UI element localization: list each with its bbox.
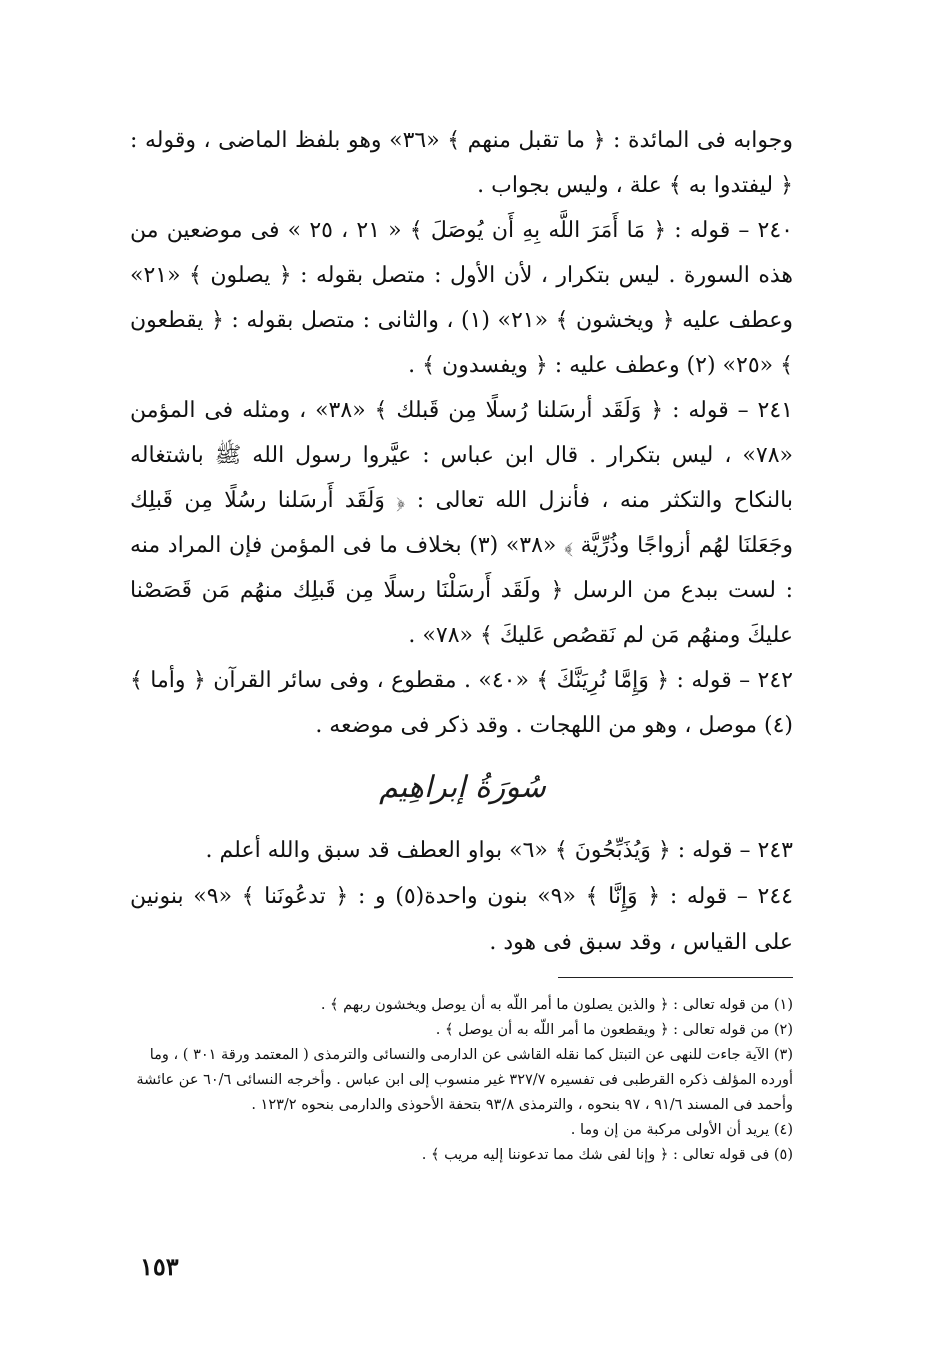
surah-title: سُورَةُ إبراهِيم: [379, 770, 546, 805]
paragraph-241: ٢٤١ – قوله : ﴿ وَلَقَد أرسَلنا رُسلًا مِن قَبلك ﴾ «٣٨» ، ومثله فى المؤمن «٧٨» ، ليس بتكرار . قال ابن عباس : عيَّروا رسول الله ﷺ باشتغاله بالنكاح والتكثر منه ، فأنزل الله تعالى : ﴿ وَلَقَد أَرسَلنا رسُلًا مِن قَبلِك وجَعَلنَا لهُم أزواجًا وذُرِّيَّة ﴾ «٣٨» (٣) بخلاف ما فى المؤمن فإن المراد منه : لست ببدع من الرسل ﴿ ولَقَد أَرسَلْنَا رسلًا مِن قَبلِك منهُم مَن قَصَصْنا عليكَ ومنهُم مَن لم نَقصُص عَليكَ ﴾ «٧٨» .: [130, 398, 793, 648]
paragraph-244: ٢٤٤ – قوله : ﴿ وَإِنَّا ﴾ «٩» بنون واحدة(٥) و : ﴿ تدعُونَنا ﴾ «٩» بنونين على القياس ، وقد سبق فى هود .: [130, 884, 793, 955]
footnote-1: (١) من قوله تعالى : ﴿ والذين يصلون ما أمر اللّه به أن يوصل ويخشون ربهم ﴾ .: [320, 997, 793, 1013]
paragraph: وجوابه فى المائدة : ﴿ ما تقبل منهم ﴾ «٣٦» وهو بلفظ الماضى ، وقوله : ﴿ ليفتدوا به ﴾ علة ، وليس بجواب .: [130, 128, 793, 198]
footnote-5: (٥) فى قوله تعالى : ﴿ وإنا لفى شك مما تدعوننا إليه مريب ﴾ .: [421, 1147, 793, 1163]
footnote-4: (٤) يريد أن الأولى مركبة من إن وما .: [570, 1122, 793, 1138]
paragraph-240: ٢٤٠ – قوله : ﴿ مَا أَمَرَ اللَّه بِهِ أَن يُوصَلَ ﴾ « ٢١ ، ٢٥ » فى موضعين من هذه السورة . ليس بتكرار ، لأن الأول : متصل بقوله : ﴿ يصلون ﴾ «٢١» وعطف عليه ﴿ ويخشون ﴾ «٢١» (١) ، والثانى : متصل بقوله : ﴿ يقطعون ﴾ «٢٥» (٢) وعطف عليه : ﴿ ويفسدون ﴾ .: [130, 218, 794, 378]
footnote-separator: [558, 977, 793, 978]
paragraph-242: ٢٤٢ – قوله : ﴿ وَإِمَّا نُرِيَنَّكَ ﴾ «٤٠» . مقطوع ، وفى سائر القرآن ﴿ وأما ﴾ (٤) موصل ، وهو من اللهجات . وقد ذكر فى موضعه .: [130, 668, 793, 738]
paragraph-243: ٢٤٣ – قوله : ﴿ وَيُذَبِّحُونَ ﴾ «٦» بواو العطف قد سبق والله أعلم .: [205, 838, 793, 863]
main-text-2: [130, 828, 793, 966]
main-text: [130, 118, 793, 748]
page-number: ١٥٣: [140, 1252, 179, 1281]
footnote-2: (٢) من قوله تعالى : ﴿ ويقطعون ما أمر اللّه به أن يوصل ﴾ .: [435, 1022, 793, 1038]
footnotes: [130, 993, 793, 1168]
footnote-3: (٣) الآية جاءت للنهى عن التبتل كما نقله القاشى عن الدارمى والنسائى والترمذى ( المعتمد ورقة ٣٠١ ) ، وما أورده المؤلف ذكره القرطبى فى تفسيره ٣٢٧/٧ غير منسوب إلى ابن عباس . وأخرجه النسائى ٦٠/٦ عن عائشة وأحمد فى المسند ٩١/٦ ، ٩٧ بنحوه ، والترمذى ٩٣/٨ بتحفة الأحوذى والدارمى بنحوه ١٢٣/٢ .: [136, 1047, 793, 1113]
